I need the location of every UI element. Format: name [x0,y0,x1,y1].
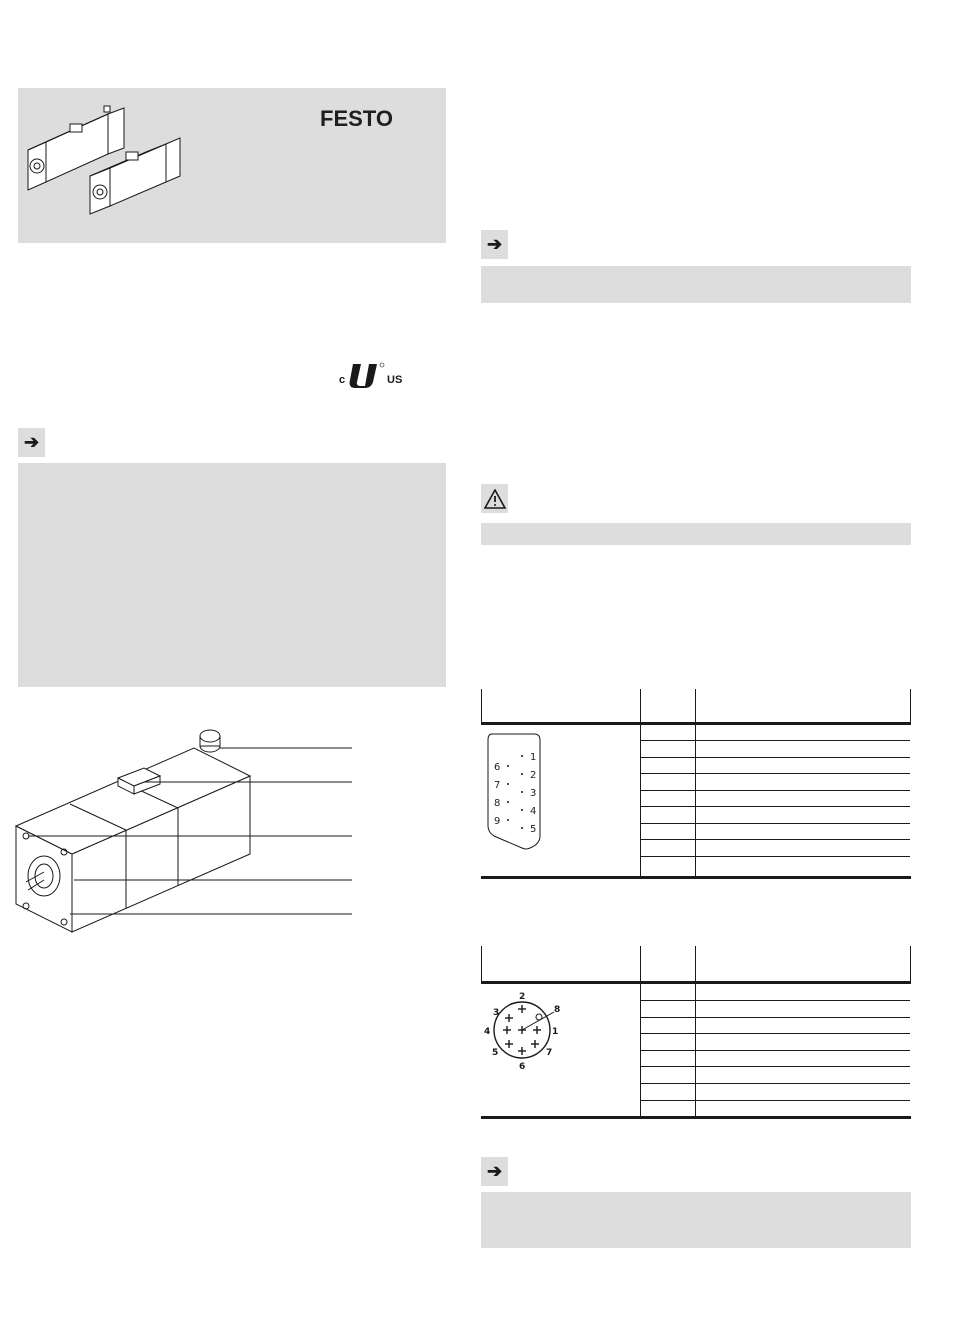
note-icon-box-2 [481,230,508,259]
table-row [641,1101,910,1116]
arrow-right-icon: ➔ [486,234,503,254]
pin-label: 1 [530,752,537,763]
table-row [641,1051,910,1067]
note-icon-box-1 [18,428,45,457]
pin-label: 3 [530,788,537,799]
ul-certification-mark [337,362,407,390]
table-row [641,758,910,774]
table-row [641,1067,910,1084]
pin-label: 6 [494,762,501,773]
table-row [641,824,910,840]
dsub-connector-drawing [484,730,544,852]
table1-border-right [910,689,911,723]
table2-bottom-rule [481,1116,911,1119]
table-row [641,840,910,857]
pin-label: 8 [554,1005,561,1015]
pin-label: 5 [492,1048,499,1058]
note-icon-box-3 [481,1157,508,1186]
pin-label: 9 [494,816,501,827]
table1-border-left [481,689,482,723]
table-row [641,1034,910,1051]
pin-label: 4 [530,806,537,817]
m12-connector-drawing [482,988,566,1072]
festo-logo: FESTO [320,106,393,131]
table-row [641,857,910,874]
motor-product-illustration [18,88,218,243]
warning-triangle-icon [484,489,506,509]
ul-logo-icon [349,362,385,388]
table-row [641,807,910,824]
note-panel-1 [18,463,446,687]
pin-label: 6 [519,1062,526,1072]
cert-us-label: US [387,374,403,386]
table-row [641,1001,910,1018]
pin-label: 4 [484,1027,491,1037]
motor-drawing [14,726,359,936]
table-row [641,1018,910,1034]
pin-label: 2 [530,770,537,781]
warning-panel [481,523,911,545]
table-row [641,791,910,807]
pin-label: 7 [546,1048,553,1058]
pin-label: 1 [552,1027,559,1037]
pin-label: 3 [493,1008,500,1018]
header-panel [18,88,446,243]
note-panel-2 [481,266,911,303]
pin-label: 8 [494,798,501,809]
arrow-right-icon: ➔ [486,1161,503,1181]
warning-icon-box [481,484,508,513]
pin-label: 7 [494,780,501,791]
pin-label: 2 [519,992,526,1002]
table-row [641,725,910,741]
table-row [641,741,910,758]
table1-bottom-rule [481,876,911,879]
table-row [641,1084,910,1101]
table2-border-right [910,946,911,982]
pin-label: 5 [530,824,537,835]
table1-rows [641,725,910,874]
table-row [641,774,910,791]
table-row [641,984,910,1001]
cert-c-label: c [339,374,346,386]
note-panel-3 [481,1192,911,1248]
table2-border-left [481,946,482,982]
table2-rows [641,984,910,1116]
arrow-right-icon: ➔ [23,432,40,452]
